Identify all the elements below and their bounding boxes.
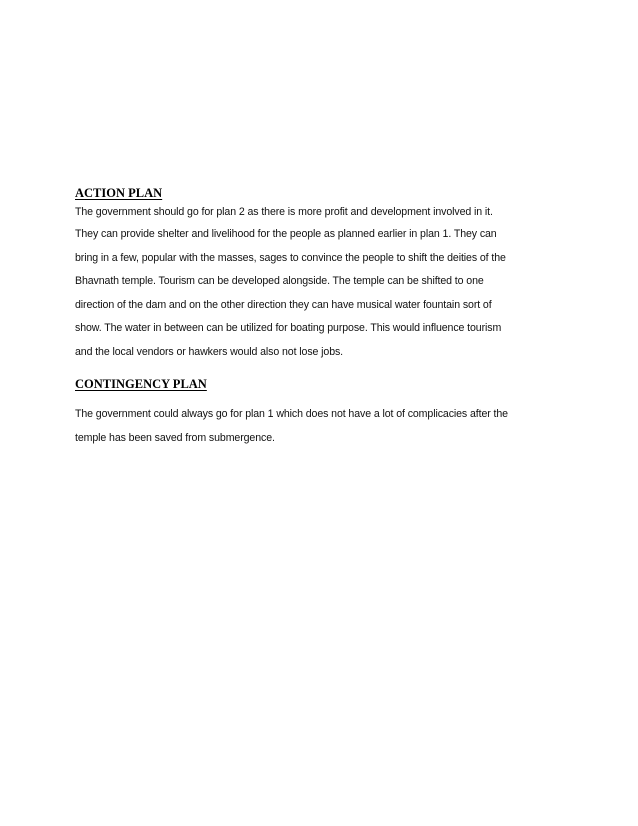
paragraph-line: direction of the dam and on the other direction they can have musical water fountain sort of [75, 298, 492, 311]
paragraph-line: The government could always go for plan 1 which does not have a lot of complicacies after the [75, 407, 508, 420]
contingency-plan-paragraph [75, 402, 575, 450]
paragraph-line: The government should go for plan 2 as there is more profit and development involved in it. [75, 206, 493, 218]
document-body [75, 185, 575, 450]
action-plan-paragraph [75, 201, 575, 365]
paragraph-line: They can provide shelter and livelihood for the people as planned earlier in plan 1. They can [75, 228, 497, 240]
action-plan-heading: ACTION PLAN [75, 186, 163, 200]
contingency-plan-heading: CONTINGENCY PLAN [75, 376, 207, 391]
paragraph-line: Bhavnath temple. Tourism can be developed alongside. The temple can be shifted to one [75, 275, 484, 288]
paragraph-line: and the local vendors or hawkers would also not lose jobs. [75, 345, 344, 358]
paragraph-line: temple has been saved from submergence. [75, 431, 275, 444]
paragraph-line: bring in a few, popular with the masses, sages to convince the people to shift the deities of the [75, 251, 506, 264]
paragraph-line: show. The water in between can be utilized for boating purpose. This would influence tourism [75, 322, 502, 335]
